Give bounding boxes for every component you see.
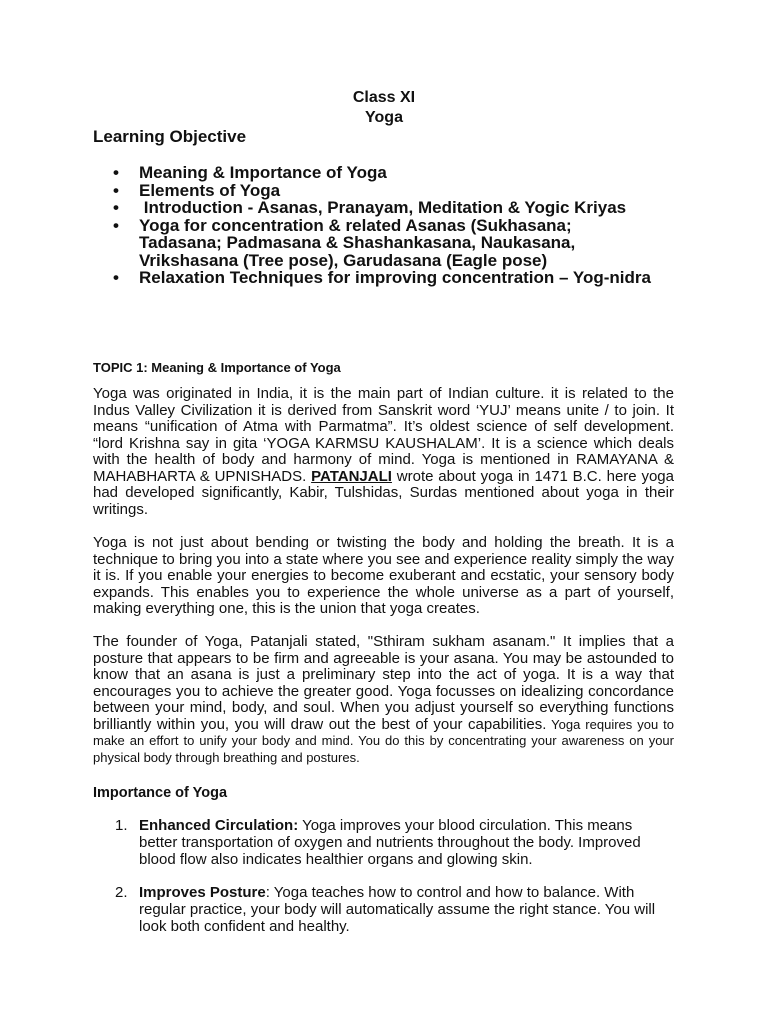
item-number: 2.: [115, 884, 128, 901]
item-text: : Yoga teaches how to control and how to balance. With regular practice, your body will automatically assume the right stance. You will look both confident and healthy.: [139, 884, 656, 935]
class-label: Class XI: [352, 89, 416, 106]
importance-list: [93, 817, 673, 951]
patanjali-emphasis: PATANJALI: [311, 467, 392, 485]
list-item: [93, 817, 673, 868]
subject-title: Yoga: [365, 109, 403, 126]
list-item: [93, 269, 653, 287]
importance-heading: Importance of Yoga: [93, 785, 228, 801]
list-item: [93, 217, 653, 270]
bullet-icon: •: [113, 198, 119, 217]
objective-text: Elements of Yoga: [139, 180, 281, 200]
objective-text: Yoga for concentration & related Asanas (Sukhasana; Tadasana; Padmasana & Shashankasana, Naukasana, Vrikshasana (Tree pose), Garudasana (Eagle pose): [139, 215, 576, 270]
learning-objective-heading: Learning Objective: [93, 127, 247, 146]
bullet-icon: •: [113, 268, 119, 287]
list-item: [93, 884, 673, 935]
item-lead: Improves Posture: [139, 884, 266, 901]
paragraph-text: The founder of Yoga, Patanjali stated, "Sthiram sukham asanam." It implies that a posture that appears to be firm and agreeable is your asana. You may be astounded to know that an asana is just a preliminary step into the act of yoga. It is a way that encourages you to achieve the greater good. Yoga focusses on idealizing concordance between your mind, body, and soul. When you adjust yourself so everything functions brilliantly within you, you will draw out the best of your capabilities.: [93, 633, 674, 733]
paragraph-origin: [93, 386, 674, 518]
item-text: Yoga improves your blood circulation. This means better transportation of oxygen and nutrients throughout the body. Improved blood flow also indicates healthier organs and glowing skin.: [139, 817, 641, 868]
paragraph-small-text: Yoga requires you to make an effort to unify your body and mind. You do this by concentrating your awareness on your physical body through breathing and postures.: [93, 716, 674, 765]
paragraph-founder: [93, 634, 674, 766]
bullet-icon: •: [113, 180, 119, 200]
paragraph-text: wrote about yoga in 1471 B.C. here yoga had developed significantly, Kabir, Tulshidas, Surdas mentioned about yoga in their writings.: [93, 467, 674, 518]
item-lead: Enhanced Circulation:: [139, 817, 299, 834]
objective-text: Meaning & Importance of Yoga: [139, 163, 387, 182]
list-item: [93, 199, 653, 217]
paragraph-meaning: Yoga is not just about bending or twisting the body and holding the breath. It is a technique to bring you into a state where you see and experience reality simply the way it is. If you enable your energies to become exuberant and ecstatic, your sensory body expands. This enables you to experience the whole universe as a part of yourself, making everything one, this is the union that yoga creates.: [93, 534, 674, 617]
bullet-icon: •: [113, 215, 119, 235]
topic-heading: TOPIC 1: Meaning & Importance of Yoga: [93, 360, 341, 375]
list-item: [93, 164, 653, 182]
paragraph-text: Yoga was originated in India, it is the main part of Indian culture. it is related to the Indus Valley Civilization it is derived from Sanskrit word ‘YUJ’ means unite / to join. It means “unification of Atma with Parmatma”. It’s oldest science of self development. “lord Krishna say in gita ‘YOGA KARMSU KAUSHALAM’. It is a science which deals with the health of body and harmony of mind. Yoga is mentioned in RAMAYANA & MAHABHARTA & UPNISHADS.: [93, 385, 674, 485]
objective-text: Relaxation Techniques for improving concentration – Yog-nidra: [139, 268, 651, 287]
bullet-icon: •: [113, 163, 119, 182]
objective-text: Introduction - Asanas, Pranayam, Meditation & Yogic Kriyas: [139, 198, 627, 217]
item-number: 1.: [115, 817, 128, 834]
list-item: [93, 182, 653, 200]
learning-objective-list: [93, 164, 653, 287]
